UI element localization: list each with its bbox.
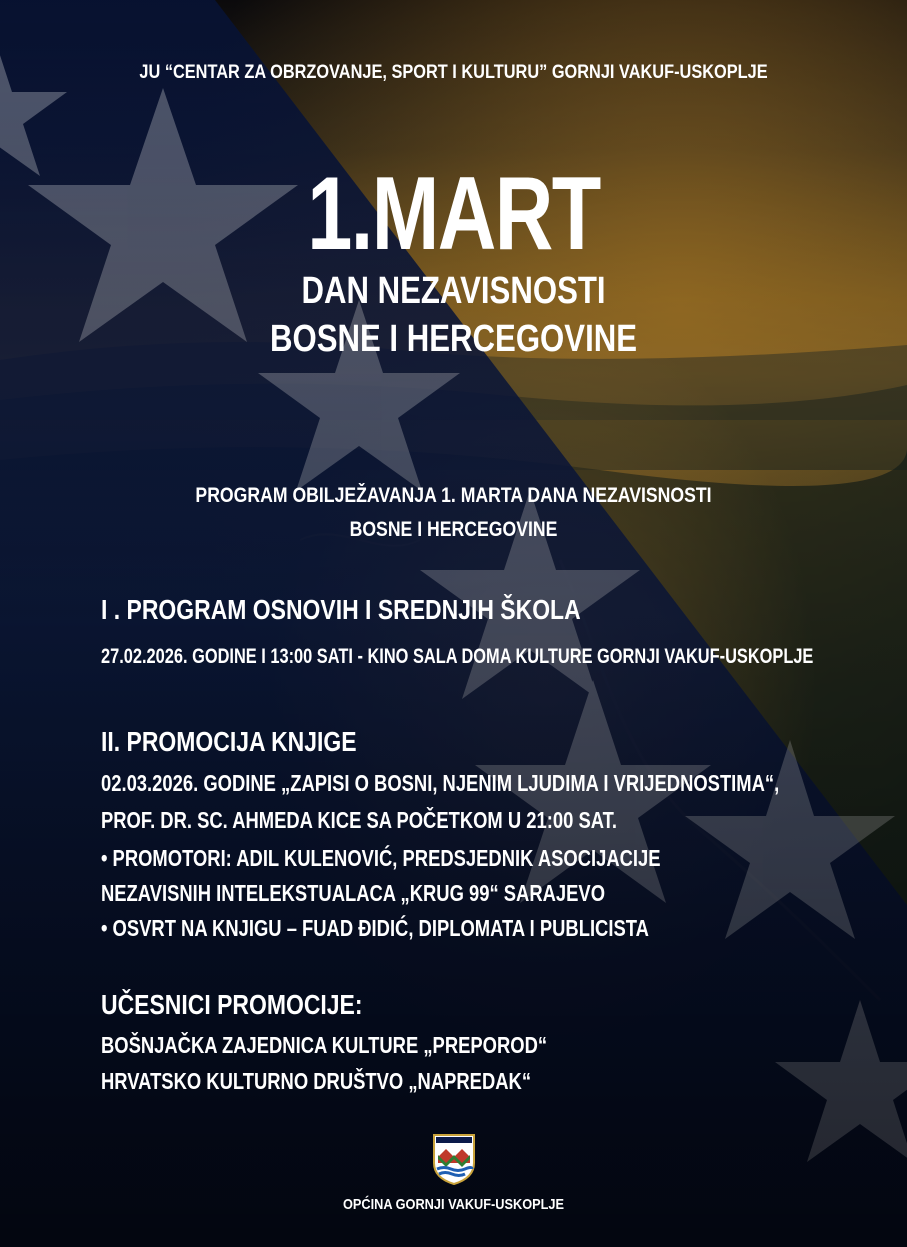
footer-municipality: OPĆINA GORNJI VAKUF-USKOPLJE (342, 1196, 565, 1213)
program-heading-line1: PROGRAM OBILJEŽAVANJA 1. MARTA DANA NEZAVISNOSTI (195, 484, 712, 507)
event-subtitle-line1: DAN NEZAVISNOSTI (301, 270, 606, 312)
section2-line3: • PROMOTORI: ADIL KULENOVIĆ, PREDSJEDNIK ASOCIJACIJE (101, 845, 661, 871)
section2-line5: • OSVRT NA KNJIGU – FUAD ĐIDIĆ, DIPLOMATA I PUBLICISTA (101, 915, 649, 941)
section2-line2: PROF. DR. SC. AHMEDA KICE SA POČETKOM U 21:00 SAT. (101, 807, 617, 833)
section2-line1: 02.03.2026. GODINE „ZAPISI O BOSNI, NJENIM LJUDIMA I VRIJEDNOSTIMA“, (101, 770, 780, 796)
section2-heading: II. PROMOCIJA KNJIGE (101, 726, 357, 757)
section2-line4: NEZAVISNIH INTELEKSTUALACA „KRUG 99“ SARAJEVO (101, 880, 606, 906)
event-date-title: 1.MART (307, 156, 600, 272)
section1-heading: I . PROGRAM OSNOVIH I SREDNJIH ŠKOLA (101, 594, 581, 625)
municipality-coat-of-arms-icon (432, 1133, 476, 1185)
program-heading-line2: BOSNE I HERCEGOVINE (349, 518, 558, 541)
section3-heading: UČESNICI PROMOCIJE: (101, 989, 363, 1020)
section1-details: 27.02.2026. GODINE I 13:00 SATI - KINO SALA DOMA KULTURE GORNJI VAKUF-USKOPLJE (101, 645, 814, 668)
section3-line1: BOŠNJAČKA ZAJEDNICA KULTURE „PREPOROD“ (101, 1032, 548, 1058)
section3-line2: HRVATSKO KULTURNO DRUŠTVO „NAPREDAK“ (101, 1068, 532, 1094)
organization-name: JU “CENTAR ZA OBRZOVANJE, SPORT I KULTURU” GORNJI VAKUF-USKOPLJE (139, 62, 768, 83)
event-subtitle-line2: BOSNE I HERCEGOVINE (269, 318, 638, 360)
